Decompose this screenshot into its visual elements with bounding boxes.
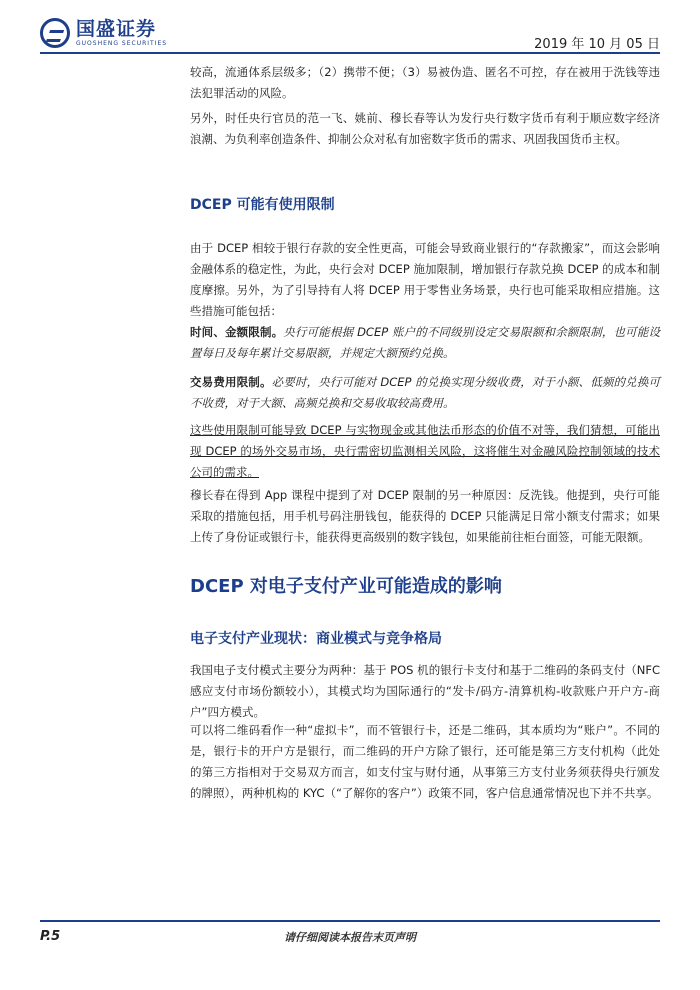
section-heading-limits: DCEP 可能有使用限制 [190, 197, 335, 213]
header-divider [40, 52, 660, 54]
paragraph-3: 由于 DCEP 相较于银行存款的安全性更高，可能会导致商业银行的“存款搬家”，而这会影响金融体系的稳定性，为此，央行会对 DCEP 施加限制，增加银行存款兑换 DCEP 的成本和制度摩擦。另外，为了引导持有人将 DCEP 用于零售业务场景，央行也可能采取相应措施。这些措施可能包括： [190, 241, 660, 318]
subsection-heading-status: 电子支付产业现状：商业模式与竞争格局 [190, 631, 442, 647]
logo-name: 国盛证券 [76, 18, 157, 40]
logo-name-en: GUOSHENG SECURITIES [76, 40, 168, 47]
section-heading-impact: DCEP 对电子支付产业可能造成的影响 [190, 576, 502, 597]
paragraph-4-label: 时间、金额限制。 [190, 325, 284, 339]
paragraph-5 [190, 372, 660, 414]
logo-icon [40, 18, 70, 48]
paragraph-7: 穆长春在得到 App 课程中提到了对 DCEP 限制的另一种原因：反洗钱。他提到，央行可能采取的措施包括，用手机号码注册钱包，能获得的 DCEP 只能满足日常小额支付需求；如果上传了身份证或银行卡，能获得更高级别的数字钱包，如果能前往柜台面签，可能无限额。 [190, 488, 660, 544]
paragraph-9: 可以将二维码看作一种“虚拟卡”，而不管银行卡，还是二维码，其本质均为“账户”。不同的是，银行卡的开户方是银行，而二维码的开户方除了银行，还可能是第三方支付机构（此处的第三方指相对于交易双方而言，如支付宝与财付通，从事第三方支付业务须获得央行颁发的牌照），两种机构的 KYC（“了解你的客户”）政策不同，客户信息通常情况也下并不共享。 [190, 723, 660, 800]
paragraph-2: 另外，时任央行官员的范一飞、姚前、穆长春等认为发行央行数字货币有利于顺应数字经济浪潮、为负利率创造条件、抑制公众对私有加密数字货币的需求、巩固我国货币主权。 [190, 111, 660, 146]
company-logo [40, 18, 167, 48]
paragraph-8: 我国电子支付模式主要分为两种：基于 POS 机的银行卡支付和基于二维码的条码支付（NFC 感应支付市场份额较小），其模式均为国际通行的“发卡/码方-清算机构-收款账户开户方-商户”四方模式。 [190, 663, 660, 719]
paragraph-5-body: 必要时，央行可能对 DCEP 的兑换实现分级收费，对于小额、低频的兑换可不收费，对于大额、高频兑换和交易收取较高费用。 [190, 375, 660, 410]
report-date: 2019 年 10 月 05 日 [534, 37, 660, 52]
footer-disclaimer: 请仔细阅读本报告末页声明 [284, 931, 416, 944]
paragraph-4-body: 央行可能根据 DCEP 账户的不同级别设定交易限额和余额限制，也可能设置每日及每年累计交易限额，并规定大额预约兑换。 [190, 325, 661, 360]
paragraph-5-label: 交易费用限制。 [190, 375, 272, 389]
paragraph-1: 较高，流通体系层级多；（2）携带不便；（3）易被伪造、匿名不可控，存在被用于洗钱等违法犯罪活动的风险。 [190, 65, 660, 100]
page-number: P.5 [40, 929, 61, 944]
footer-divider [40, 920, 660, 922]
paragraph-6: 这些使用限制可能导致 DCEP 与实物现金或其他法币形态的价值不对等，我们猜想，可能出现 DCEP 的场外交易市场，央行需密切监测相关风险，这将催生对金融风险控制领域的技术公司的需求。 [190, 423, 660, 479]
paragraph-4 [190, 322, 660, 364]
